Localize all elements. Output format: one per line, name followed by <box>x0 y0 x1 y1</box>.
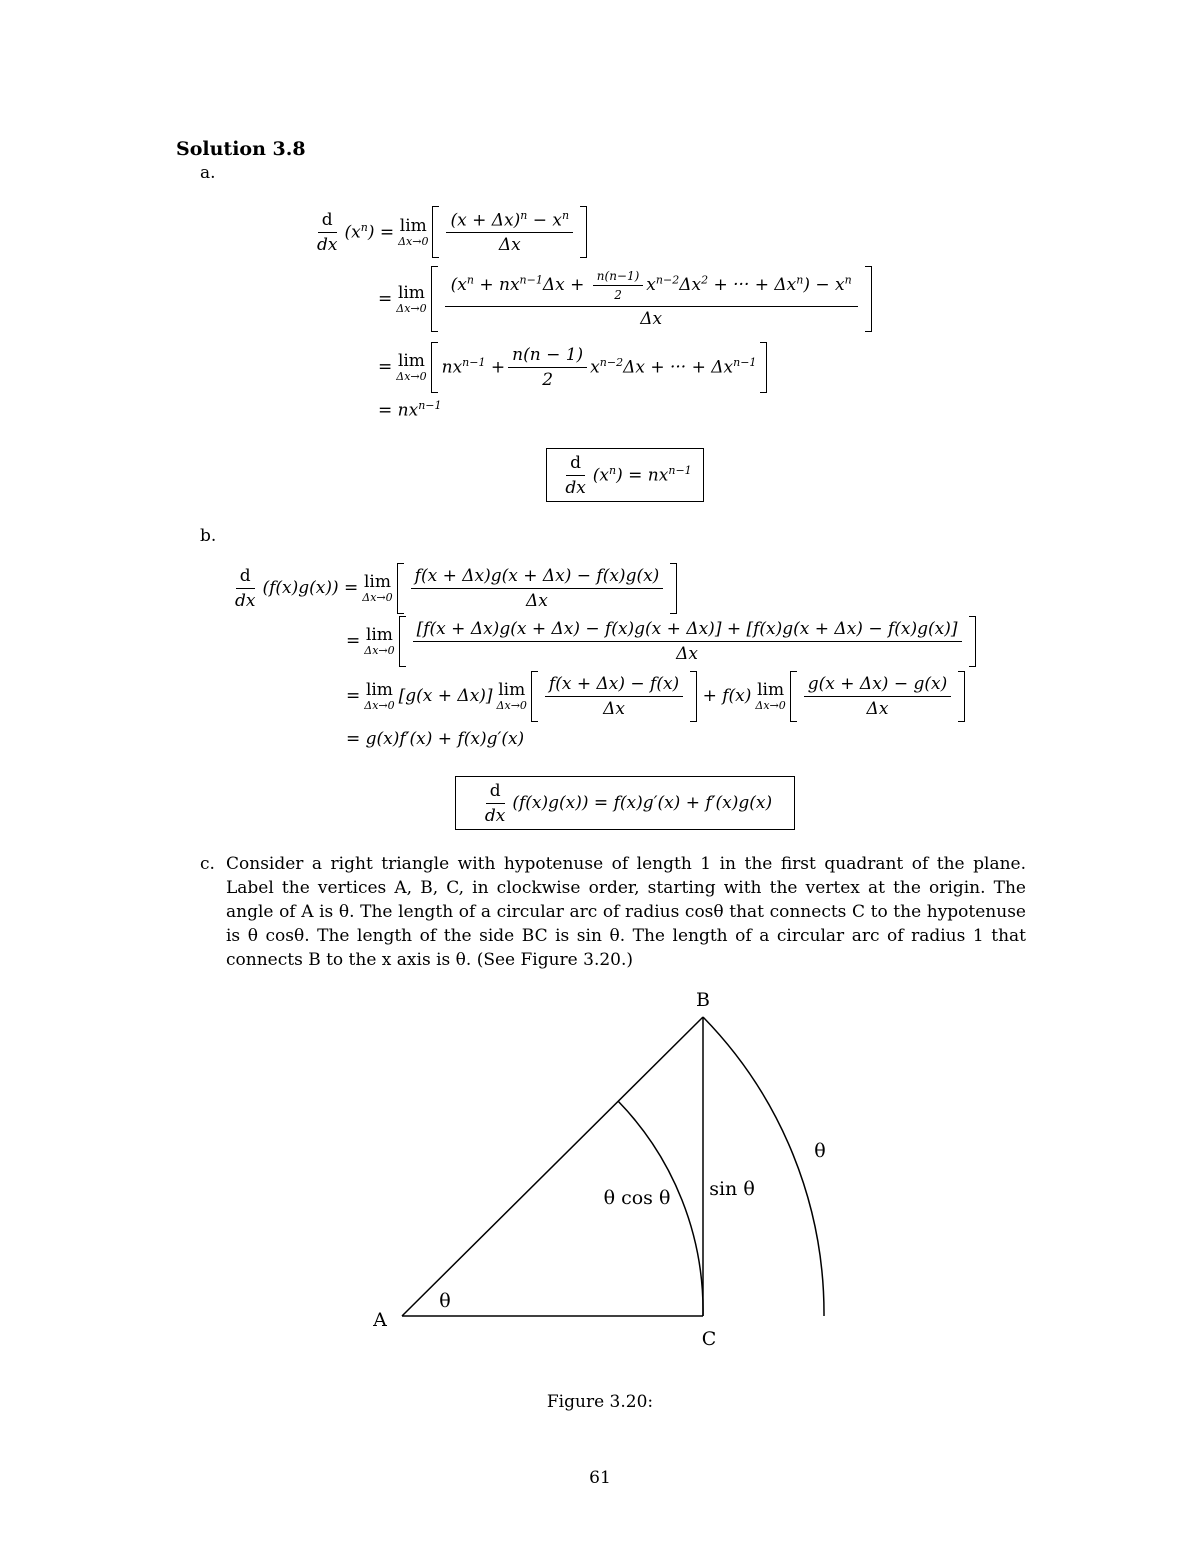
inner-arc-label: θ cos θ <box>603 1187 671 1209</box>
equation-b-line-1: $\frac{d}{dx}$ (f(x)g(x)) = lim Δx→0 $\frac{f(x + \Delta x)g(x + \Delta x) - f(x)g(x)}{\Delta x}$ <box>228 562 677 614</box>
equation-b-line-3: = lim Δx→0 [g(x + Δx)] lim Δx→0 $\frac{f(x + \Delta x) - f(x)}{\Delta x}$ + f(x) lim Δx→0 $\frac{g(x + \Delta x) - g(x)}{\Delta x}$ <box>346 670 965 722</box>
page-number: 61 <box>589 1468 611 1488</box>
outer-arc-label: θ <box>814 1140 826 1162</box>
vertex-a-label: A <box>373 1309 387 1331</box>
part-c-text: Consider a right triangle with hypotenuse of length 1 in the first quadrant of the plane. Label the vertices A, B, C, in clockwise order, starting with the vertex at the origin. The angle of A is θ. The length of a circular arc of radius cosθ that connects C to the hypotenuse is θ cosθ. The length of the side BC is sin θ. The length of a circular arc of radius 1 that connects B to the x axis is θ. (See Figure 3.20.) <box>226 854 1026 970</box>
equation-b-line-2: = lim Δx→0 [f(x + Δx)g(x + Δx) − f(x)g(x + Δx)] + [f(x)g(x + Δx) − f(x)g(x)] Δx <box>346 615 976 667</box>
equation-b-line-4: = g(x)f′(x) + f(x)g′(x) <box>346 729 525 749</box>
outer-arc <box>703 1017 824 1316</box>
hypotenuse-ab <box>402 1017 703 1316</box>
boxed-result-b: $\frac{d}{dx}$ (f(x)g(x)) = f(x)g′(x) + f′(x)g(x) <box>455 776 795 830</box>
part-a-label: a. <box>200 163 216 183</box>
part-c-label: c. <box>200 854 215 874</box>
equation-a-line-3: = lim Δx→0 $nx^{n-1}$ + $\frac{n(n - 1)}{2}$ $x^{n-2}\Delta x$ + ··· + $\Delta x^{n-1}$ <box>378 342 767 392</box>
boxed-result-a: $\frac{d}{dx}$ $(x^n) = nx^{n-1}$ <box>546 448 704 502</box>
side-bc-label: sin θ <box>709 1178 755 1200</box>
part-b-label: b. <box>200 526 217 546</box>
solution-heading: Solution 3.8 <box>176 138 306 160</box>
equation-a-line-1: $\frac{d}{dx}$ $(x^n)$ = lim Δx→0 $\frac{(x + \Delta x)^n - x^n}{\Delta x}$ <box>310 204 587 260</box>
figure-caption: Figure 3.20: <box>546 1392 654 1412</box>
equation-a-line-4: = $nx^{n-1}$ <box>378 399 442 421</box>
vertex-c-label: C <box>701 1328 717 1350</box>
equation-a-line-2: = lim Δx→0 ($x^n + nx^{n-1}\Delta x$ + $\frac{n(n-1)}{2}$ $x^{n-2}\Delta x^2$ + ··· + $\Delta x^n) - x^n$ Δx <box>378 263 872 335</box>
vertex-b-label: B <box>696 989 710 1011</box>
angle-label: θ <box>439 1290 451 1312</box>
